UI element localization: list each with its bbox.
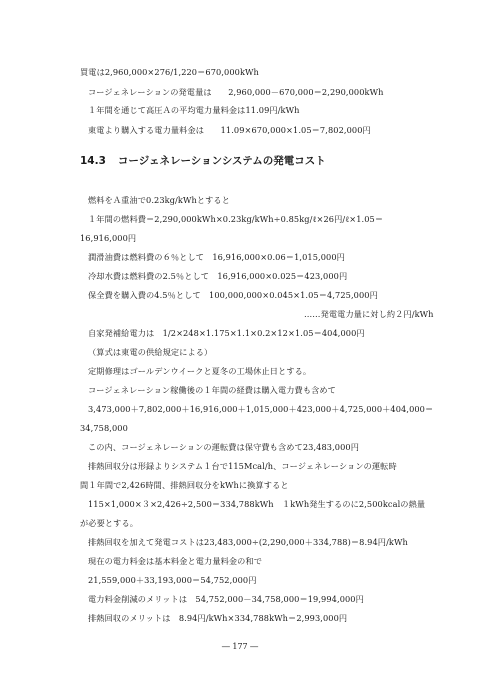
text-line: 現在の電力料金は基本料金と電力量料金の和で [88,556,263,566]
text-line: 電力料金削減のメリットは 54,752,000－34,758,000＝19,994,000円 [88,594,364,604]
text-line: 潤滑油費は燃料費の６％として 16,916,000×0.06＝1,015,000円 [88,252,345,262]
text-line: 16,916,000円 [80,233,137,243]
text-line: 排熱回収分は形録よりシステム１台で115Mcal/h、コージェネレーションの運転時 [88,461,397,471]
text-line: コージェネレーション稼働後の１年間の経費は購入電力費も含めて [88,385,336,395]
text-line: この内、コージェネレーションの運転費は保守費も含めて23,483,000円 [88,442,359,452]
text-line: 定期修理はゴールデンウイークと夏冬の工場休止日とする。 [88,366,312,376]
text-line: が必要とする。 [80,518,139,528]
text-line: （算式は東電の供給規定による） [88,347,213,357]
section-title: コージェネレーションシステムの発電コスト [117,155,326,167]
text-line: 冷却水費は燃料費の2.5％として 16,916,000×0.025＝423,000円 [88,271,348,281]
text-line: 34,758,000 [80,423,128,433]
text-line: 自家発補給電力は 1/2×248×1.175×1.1×0.2×12×1.05＝404,000円 [88,328,365,338]
text-line-cogen-generation: コージェネレーションの発電量は 2,960,000－670,000＝2,290,000kWh [88,87,384,97]
text-line: 115×1,000×３×2,426÷2,500＝334,788kWh １kWh発生するのに2,500kcalの熱量 [88,499,426,509]
text-line: 燃料をＡ重油で0.23kg/kWhとすると [88,195,231,205]
page-number: ― 177 ― [221,642,259,651]
text-line: 3,473,000＋7,802,000＋16,916,000＋1,015,000＋423,000＋4,725,000＋404,000＝ [88,404,434,414]
text-line: 保全費を購入費の4.5％として 100,000,000×0.045×1.05＝4,725,000円 [88,290,378,300]
text-line: 排熱回収を加えて発電コストは23,483,000÷(2,290,000＋334,788)＝8.94円/kWh [88,537,408,547]
text-line: ……発電電力量に対し約２円/kWh [304,309,434,319]
section-heading [80,155,326,168]
text-line: 排熱回収のメリットは 8.94円/kWh×334,788kWh＝2,993,000円 [88,613,348,623]
text-line: 21,559,000＋33,193,000＝54,752,000円 [88,575,257,585]
section-number: 14.3 [80,155,106,167]
text-line: 間１年間で2,426時間、排熱回収分をkWhに換算すると [80,480,289,490]
text-line: １年間の燃料費＝2,290,000kWh×0.23kg/kWh÷0.85kg/ℓ×26円/ℓ×1.05＝ [88,214,384,224]
text-line-purchase-charge: 東電より購入する電力量料金は 11.09×670,000×1.05＝7,802,000円 [88,125,371,135]
text-line-purchased-power: 買電は2,960,000×276/1,220＝670,000kWh [80,67,259,77]
text-line-average-rate: １年間を通じて高圧Ａの平均電力量料金は11.09円/kWh [88,105,300,115]
